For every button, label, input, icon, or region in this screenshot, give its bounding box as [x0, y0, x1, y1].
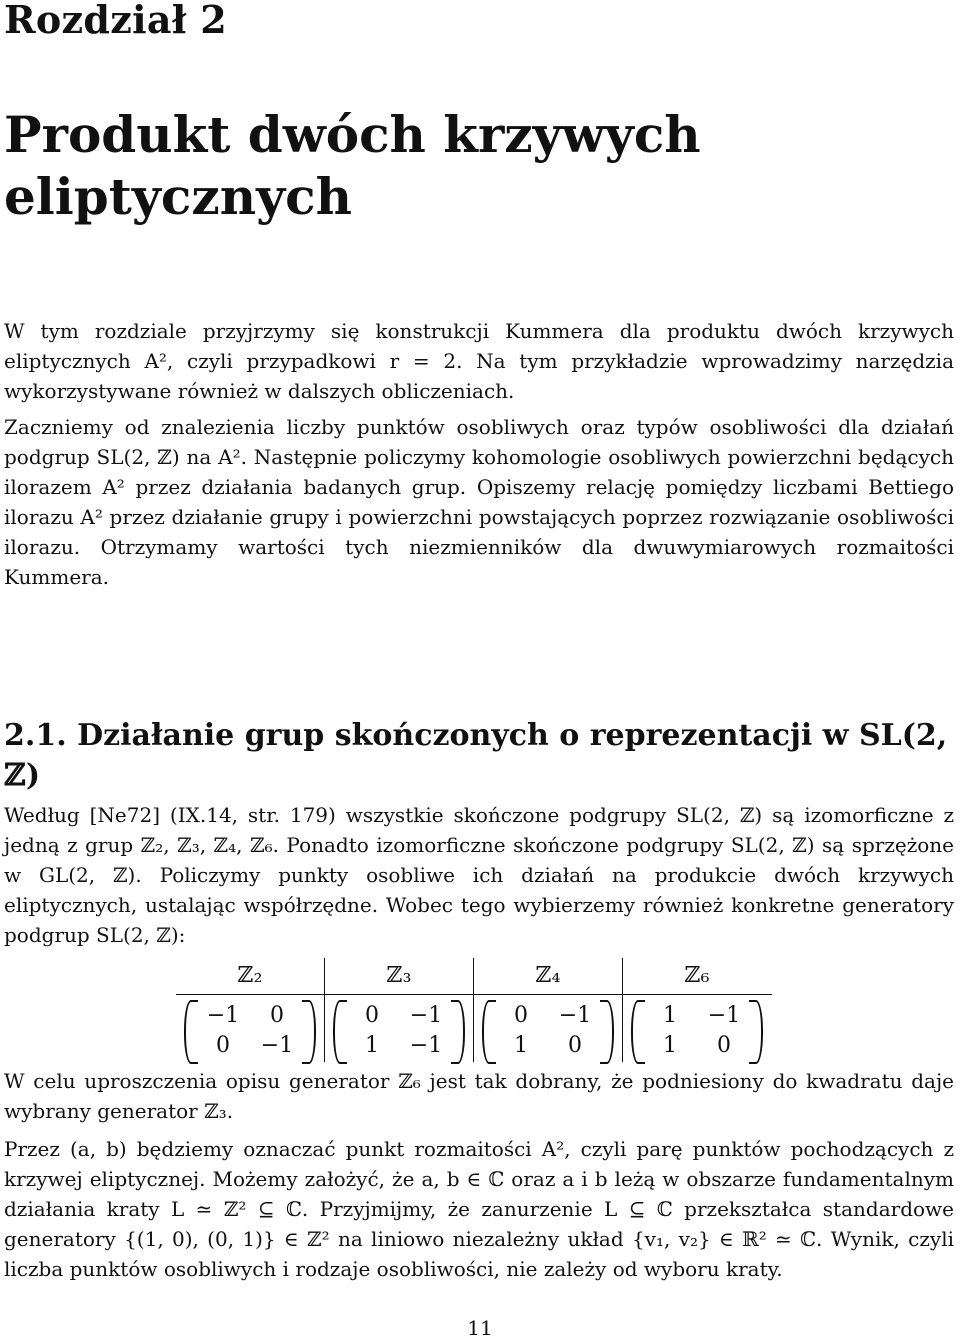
chapter-label: Rozdział 2 [4, 0, 228, 42]
intro-paragraph-2: Zaczniemy od znalezienia liczby punktów osobliwych oraz typów osobliwości dla działań podgrup SL(2, ℤ) na A². Następnie policzymy kohomologie osobliwych powierzchni będących ilorazem A² przez działania badanych grup. Opiszemy relację pomiędzy liczbami Bettiego ilorazu A² przez działanie grupy i powierzchni powstających poprzez rozwiązanie osobliwości ilorazu. Otrzymamy wartości tych niezmienników dla dwuwymiarowych rozmaitości Kummera. [4, 415, 954, 589]
matrix-cell: 1 [663, 1033, 677, 1058]
generator-matrix [184, 1000, 316, 1060]
matrix-cell: 1 [663, 1003, 677, 1028]
matrix-cell: −1 [409, 1033, 443, 1058]
matrix-cell: 0 [216, 1033, 230, 1058]
section-paragraph-1: Według [Ne72] (IX.14, str. 179) wszystkie skończone podgrupy SL(2, ℤ) są izomorficzne z jedną z grup ℤ₂, ℤ₃, ℤ₄, ℤ₆. Ponadto izomorficzne skończone podgrupy SL(2, ℤ) są sprzężone w GL(2, ℤ). Policzymy punkty osobliwe ich działań na produkcie dwóch krzywych eliptycznych, ustalając współrzędne. Wobec tego wybierzemy również konkretne generatory podgrup SL(2, ℤ): [4, 803, 954, 947]
matrix-cell: 0 [270, 1003, 284, 1028]
left-paren [482, 1000, 496, 1064]
intro-paragraph-1: W tym rozdziale przyjrzymy się konstrukcji Kummera dla produktu dwóch krzywych eliptycznych A², czyli przypadkowi r = 2. Na tym przykładzie wprowadzimy narzędzia wykorzystywane również w dalszych obliczeniach. [4, 319, 954, 403]
left-paren [631, 1000, 645, 1064]
section-title: 2.1. Działanie grup skończonych o reprezentacji w SL(2, ℤ) [4, 718, 948, 793]
section-paragraph-3: Przez (a, b) będziemy oznaczać punkt rozmaitości A², czyli parę punktów pochodzących z krzywej eliptycznej. Możemy założyć, że a, b ∈ ℂ oraz a i b leżą w obszarze fundamentalnym działania kraty L ≃ ℤ² ⊆ ℂ. Przyjmijmy, że zanurzenie L ⊆ ℂ przekształca standardowe generatory {(1, 0), (0, 1)} ∈ ℤ² na liniowo niezależny układ {v₁, v₂} ∈ ℝ² ≃ ℂ. Wynik, czyli liczba punktów osobliwych i rodzaje osobliwości, nie zależy od wyboru kraty. [4, 1137, 954, 1281]
matrix-cell: 0 [365, 1003, 379, 1028]
right-paren [749, 1000, 763, 1064]
matrix-cell: −1 [558, 1003, 592, 1028]
matrix-cell: 0 [568, 1033, 582, 1058]
right-paren [302, 1000, 316, 1064]
generator-column [325, 958, 473, 1062]
group-label: ℤ₆ [684, 963, 710, 988]
matrix-cell: −1 [409, 1003, 443, 1028]
matrix-cell: 1 [514, 1033, 528, 1058]
generator-matrix [333, 1000, 465, 1060]
matrix-cell: 1 [365, 1033, 379, 1058]
group-label: ℤ₄ [535, 963, 561, 988]
group-label: ℤ₃ [386, 963, 412, 988]
matrix-cell: −1 [206, 1003, 240, 1028]
generator-matrix [631, 1000, 763, 1060]
left-paren [333, 1000, 347, 1064]
generator-column [623, 958, 771, 1062]
matrix-cell: −1 [707, 1003, 741, 1028]
generator-matrix [482, 1000, 614, 1060]
generator-column [176, 958, 324, 1062]
matrix-cell: 0 [717, 1033, 731, 1058]
page-number: 11 [467, 1316, 493, 1340]
right-paren [451, 1000, 465, 1064]
chapter-title: Produkt dwóch krzywych eliptycznych [4, 105, 701, 226]
left-paren [184, 1000, 198, 1064]
matrix-cell: −1 [260, 1033, 294, 1058]
generators-table [176, 958, 772, 1062]
generator-column [474, 958, 622, 1062]
right-paren [600, 1000, 614, 1064]
section-paragraph-2: W celu uproszczenia opisu generator ℤ₆ jest tak dobrany, że podniesiony do kwadratu daje wybrany generator ℤ₃. [4, 1069, 954, 1123]
group-label: ℤ₂ [237, 963, 263, 988]
matrix-cell: 0 [514, 1003, 528, 1028]
